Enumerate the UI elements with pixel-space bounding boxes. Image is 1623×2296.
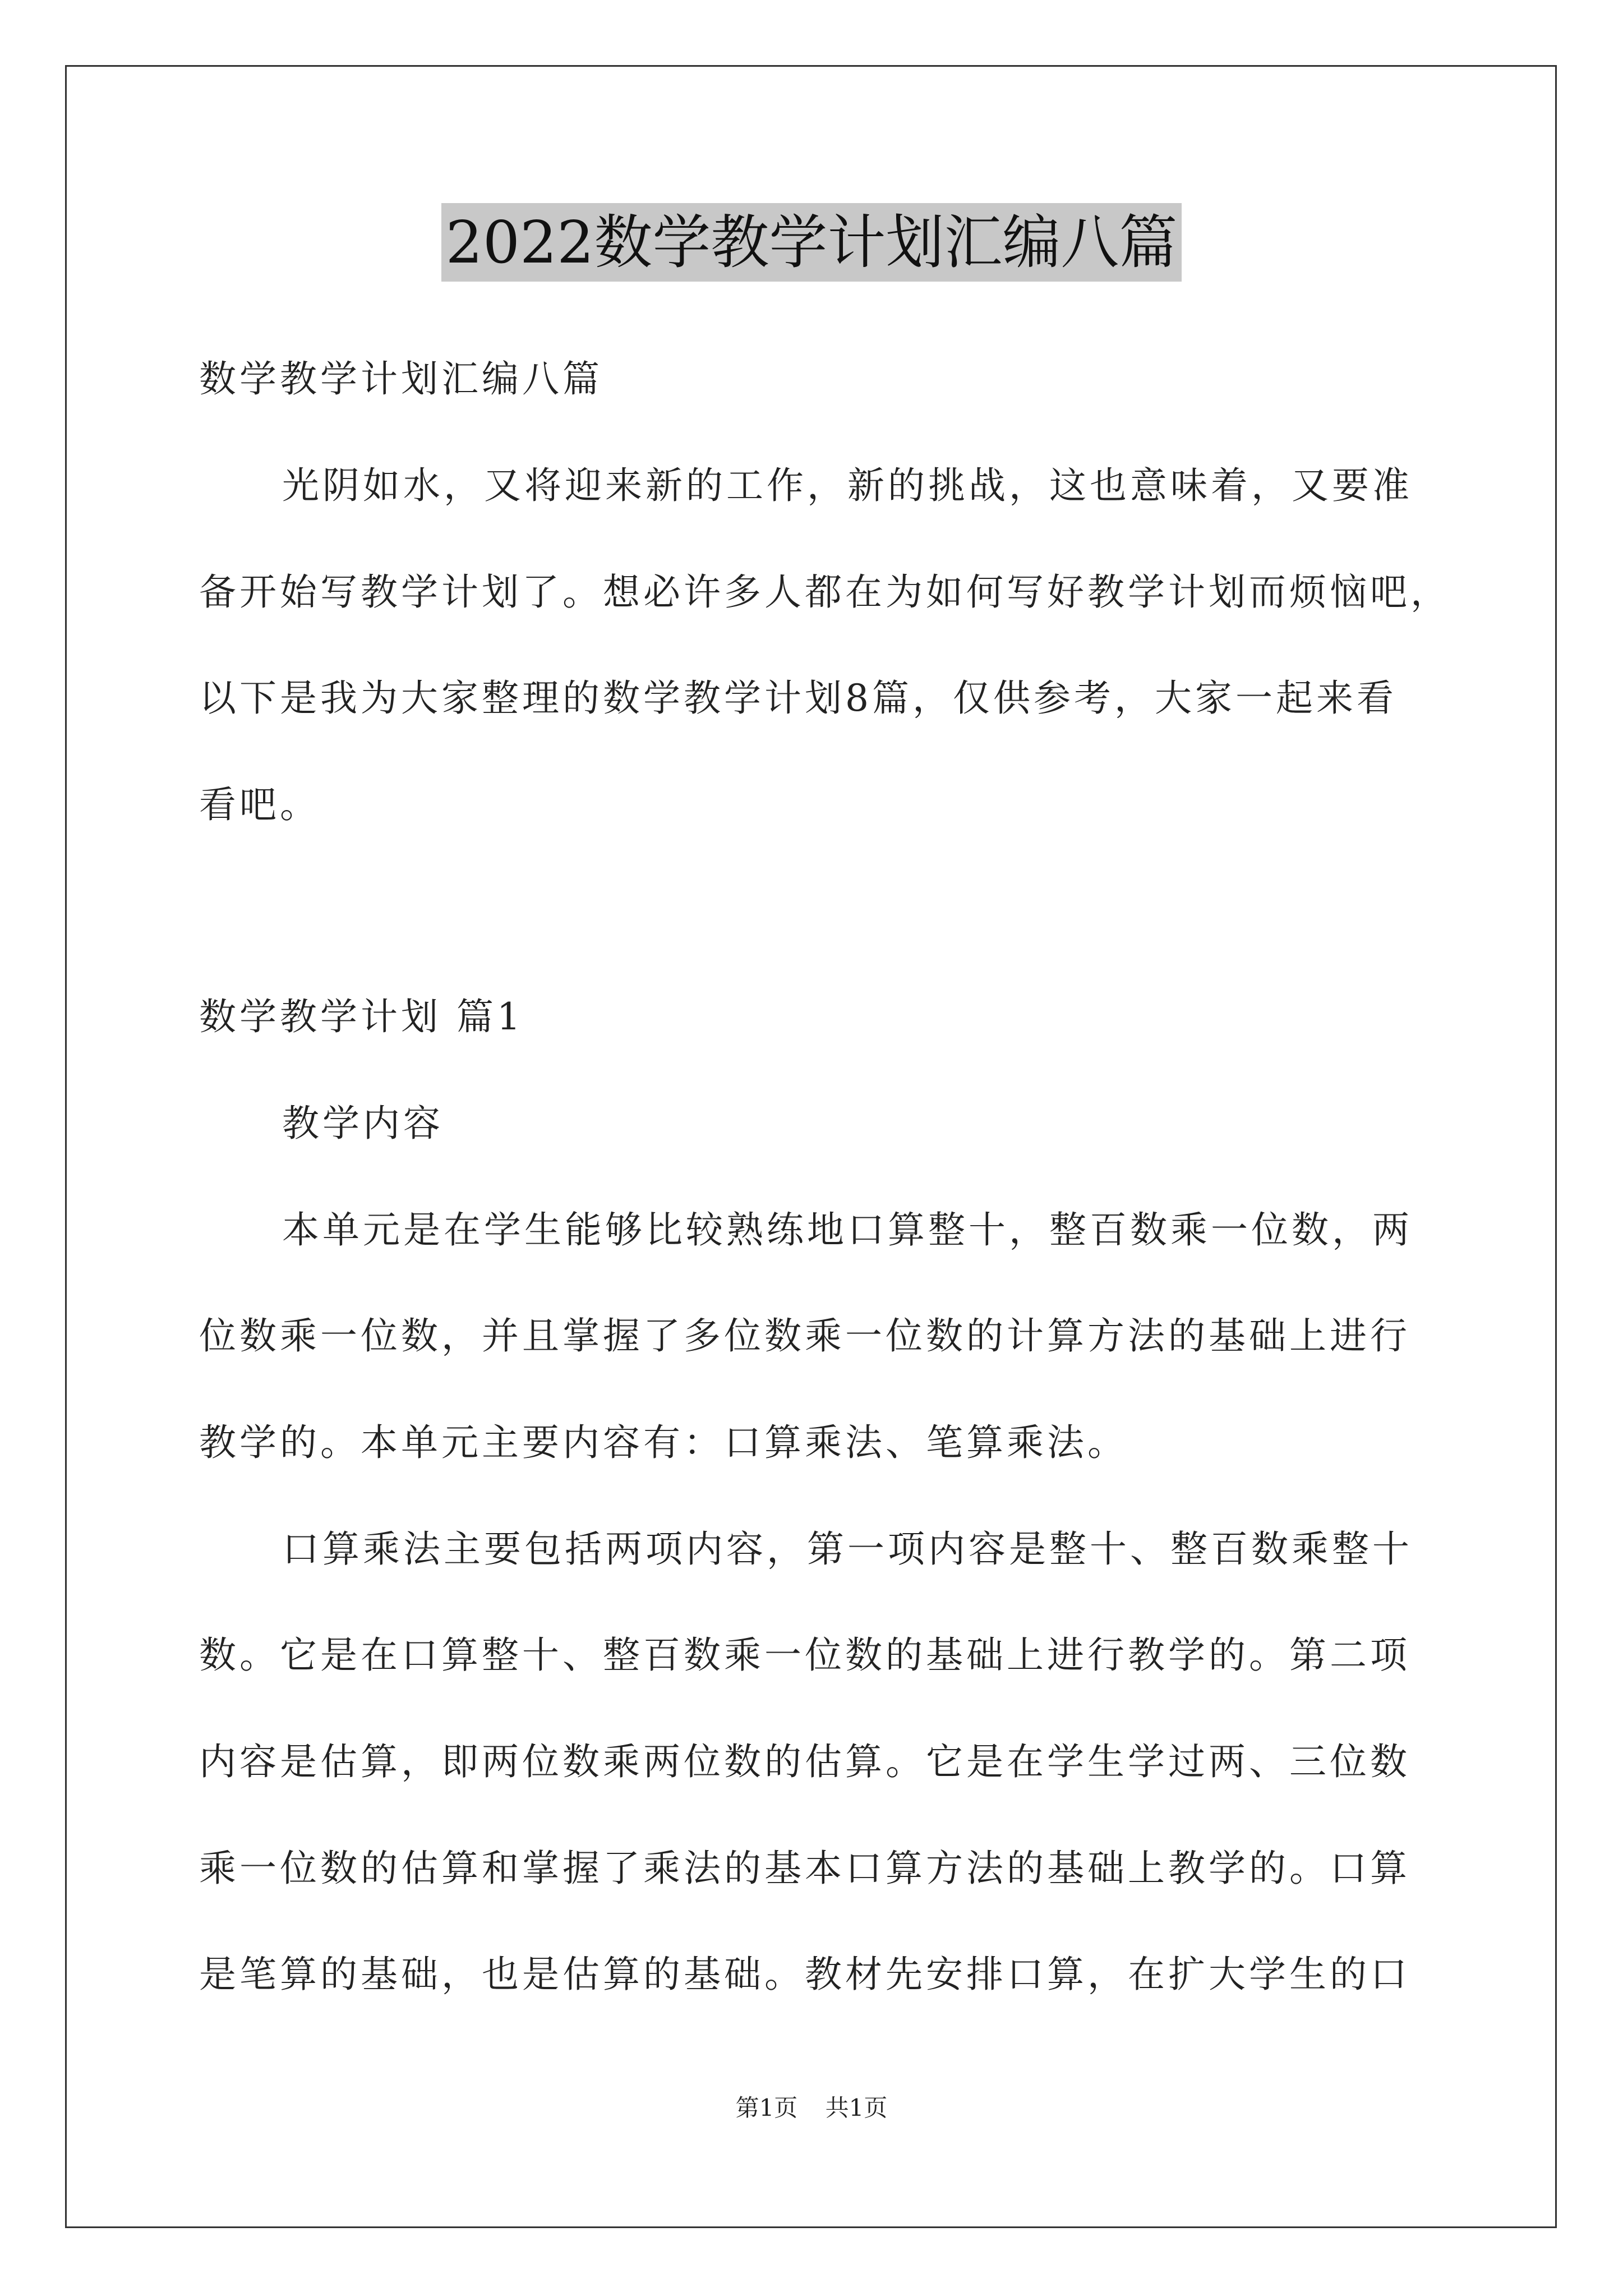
paragraph-line: 教学的。本单元主要内容有：口算乘法、笔算乘法。 — [199, 1421, 1128, 1464]
document-title: 2022数学教学计划汇编八篇 — [441, 203, 1182, 282]
intro-line: 备开始写教学计划了。想必许多人都在为如何写好教学计划而烦恼吧， — [199, 570, 1451, 614]
intro-line: 以下是我为大家整理的数学教学计划8篇，仅供参考，大家一起来看 — [199, 677, 1397, 720]
paragraph-line: 乘一位数的估算和掌握了乘法的基本口算方法的基础上教学的。口算 — [199, 1847, 1410, 1890]
page-footer — [0, 2091, 1623, 2125]
title-container — [0, 203, 1623, 282]
paragraph-line: 口算乘法主要包括两项内容，第一项内容是整十、整百数乘整十 — [282, 1527, 1413, 1571]
paragraph-line: 是笔算的基础，也是估算的基础。教材先安排口算，在扩大学生的口 — [199, 1953, 1410, 1996]
paragraph-line: 位数乘一位数，并且掌握了多位数乘一位数的计算方法的基础上进行 — [199, 1314, 1410, 1358]
paragraph-line: 内容是估算，即两位数乘两位数的估算。它是在学生学过两、三位数 — [199, 1740, 1410, 1783]
intro-line: 看吧。 — [199, 783, 320, 826]
paragraph-line: 数。它是在口算整十、整百数乘一位数的基础上进行教学的。第二项 — [199, 1634, 1410, 1677]
content-heading: 教学内容 — [282, 1102, 444, 1145]
document-subtitle: 数学教学计划汇编八篇 — [199, 357, 603, 401]
page-number: 第1页 — [735, 2094, 798, 2122]
page-total: 共1页 — [825, 2094, 888, 2122]
intro-line: 光阴如水，又将迎来新的工作，新的挑战，这也意味着，又要准 — [282, 464, 1413, 507]
section-heading: 数学教学计划 篇1 — [199, 995, 524, 1038]
paragraph-line: 本单元是在学生能够比较熟练地口算整十，整百数乘一位数，两 — [282, 1208, 1413, 1251]
